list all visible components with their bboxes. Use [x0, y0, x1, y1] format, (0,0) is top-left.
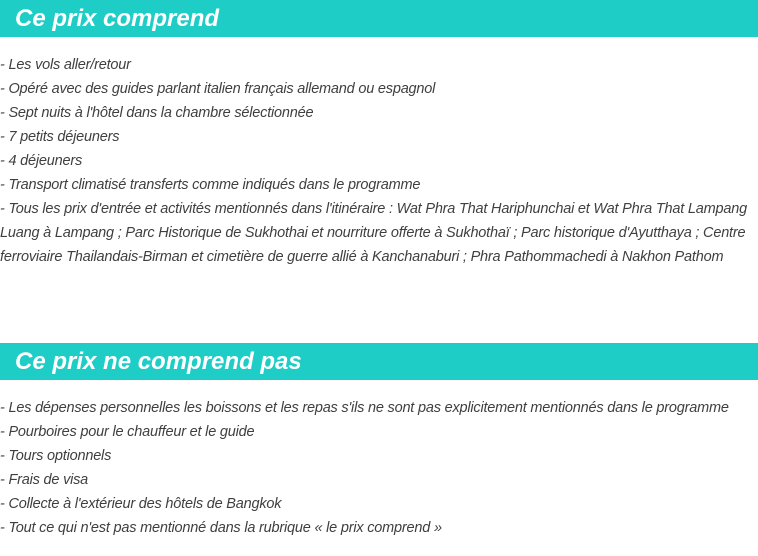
price-excludes-list	[0, 396, 758, 540]
list-item: - Collecte à l'extérieur des hôtels de Bangkok	[0, 496, 282, 512]
price-excludes-section	[0, 343, 758, 540]
list-item: - Les dépenses personnelles les boissons et les repas s'ils ne sont pas explicitement mentionnés dans le programme	[0, 400, 729, 416]
price-includes-section	[0, 0, 758, 269]
list-item: - Tours optionnels	[0, 448, 112, 464]
list-item: - Les vols aller/retour	[0, 57, 131, 73]
list-item: - Tout ce qui n'est pas mentionné dans la rubrique « le prix comprend »	[0, 520, 442, 536]
list-item: - Sept nuits à l'hôtel dans la chambre sélectionnée	[0, 105, 314, 121]
price-includes-title: Ce prix comprend	[0, 0, 758, 37]
list-item: - Frais de visa	[0, 472, 89, 488]
list-item: - Transport climatisé transferts comme indiqués dans le programme	[0, 177, 421, 193]
list-item: - Pourboires pour le chauffeur et le guide	[0, 424, 255, 440]
list-item: - Opéré avec des guides parlant italien français allemand ou espagnol	[0, 81, 436, 97]
price-excludes-title: Ce prix ne comprend pas	[0, 343, 758, 380]
list-item: - Tous les prix d'entrée et activités mentionnés dans l'itinéraire : Wat Phra That Hariphunchai et Wat Phra That Lampang Luang à Lampang ; Parc Historique de Sukhothai et nourriture offerte à Sukhothaï ; Parc historique d'Ayutthaya ; Centre ferroviaire Thailandais-Birman et cimetière de guerre allié à Kanchanaburi ; Phra Pathommachedi à Nakhon Pathom	[0, 201, 747, 265]
list-item: - 7 petits déjeuners	[0, 129, 120, 145]
list-item: - 4 déjeuners	[0, 153, 83, 169]
price-includes-list	[0, 53, 758, 269]
